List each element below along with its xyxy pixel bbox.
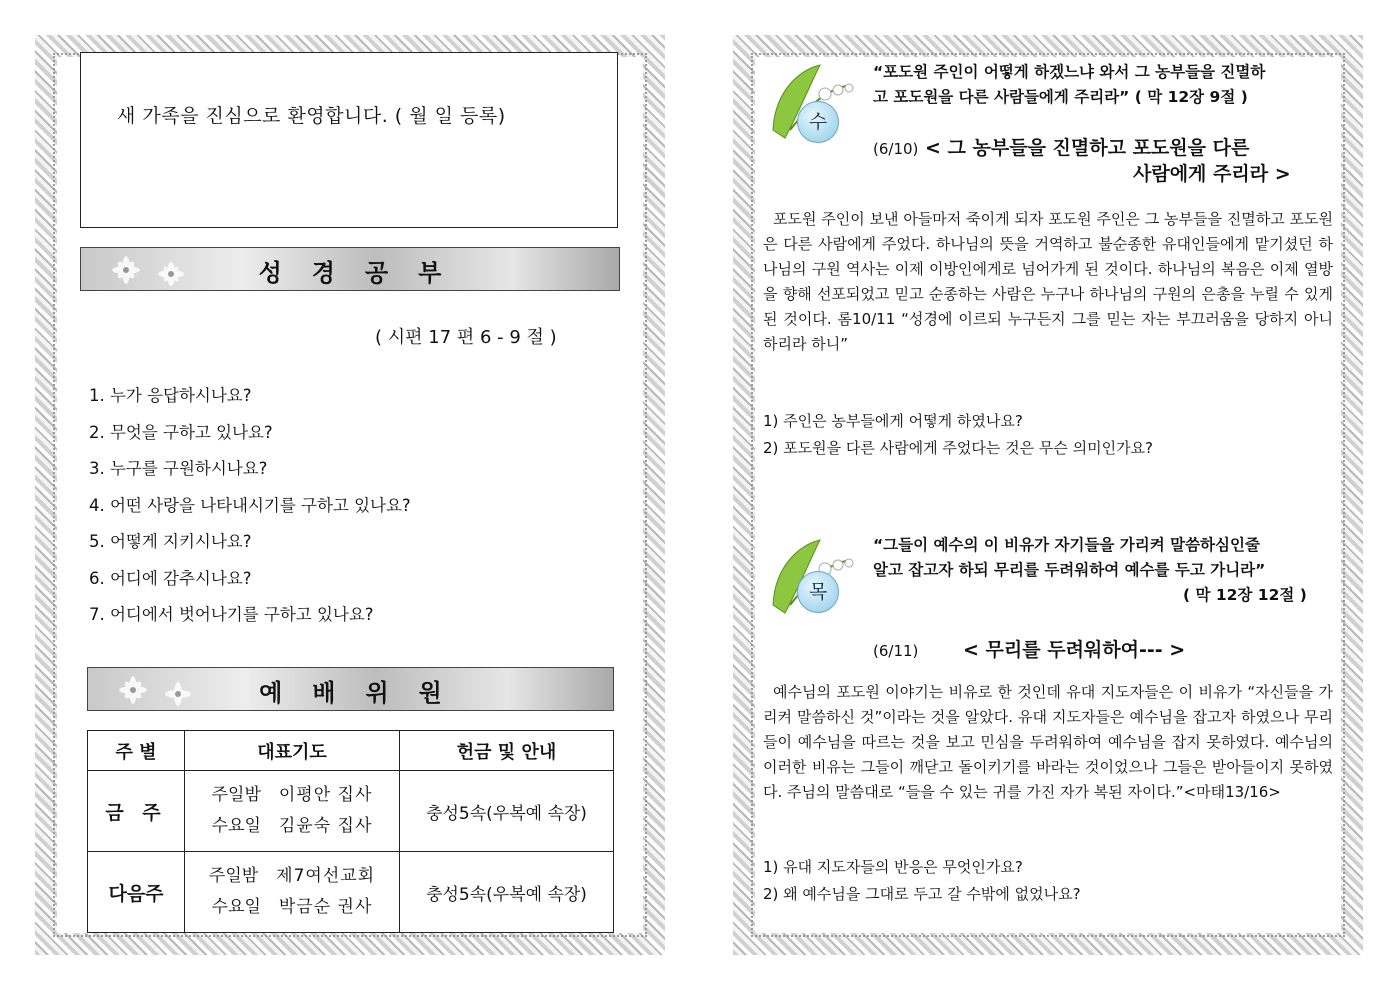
devotion-date: (6/10) xyxy=(873,140,919,158)
column-header: 주 별 xyxy=(88,731,185,771)
subtitle-line: < 무리를 두려워하여--- > xyxy=(963,639,1186,661)
service-name: 주일밤 xyxy=(211,785,261,805)
offering-cell: 충성5속(우복예 속장) xyxy=(400,852,614,933)
welcome-box xyxy=(80,52,618,228)
reflection-question: 1) 주인은 농부들에게 어떻게 하였나요? xyxy=(763,412,1023,430)
study-question: 2. 무엇을 구하고 있나요? xyxy=(89,422,273,442)
reflection-question: 2) 포도원을 다른 사람에게 주었다는 것은 무슨 의미인가요? xyxy=(763,439,1154,457)
reflection-questions xyxy=(763,408,1153,462)
reflection-question: 2) 왜 예수님을 그대로 두고 갈 수밖에 없었나요? xyxy=(763,885,1081,903)
scripture-quote xyxy=(873,533,1307,608)
bible-study-title: 성경공부 xyxy=(258,259,472,287)
left-page xyxy=(35,35,665,955)
week-cell: 금 주 xyxy=(88,771,185,852)
table-row xyxy=(88,771,614,852)
prayer-leader: 이평안 집사 xyxy=(278,785,373,805)
worship-title: 예배위원 xyxy=(259,679,472,707)
study-question: 4. 어떤 사랑을 나타내시기를 구하고 있나요? xyxy=(89,495,411,515)
devotion-body: 포도원 주인이 보낸 아들마저 죽이게 되자 포도원 주인은 그 농부들을 진멸하고 포도원은 다른 사람에게 주었다. 하나님의 뜻을 거역하고 불순종한 유대인들에게 맡기셨던 하나님의 구원 역사는 이제 이방인에게로 넘어가게 된 것이다. 하나님의 복음은 이제 열방을 향해 선포되었고 믿고 순종하는 사람은 누구나 하나님의 구원의 은총을 누릴 수 있게 된 것이다. 롬10/11 “성경에 이르되 누구든지 그를 믿는 자는 부끄러움을 당하지 아니하리라 하니” xyxy=(763,210,1333,353)
prayer-cell xyxy=(185,852,400,933)
quote-line: ( 막 12장 12절 ) xyxy=(1183,586,1307,604)
right-page xyxy=(733,35,1363,955)
study-questions xyxy=(89,385,411,641)
subtitle-line: 사람에게 주리라 > xyxy=(1133,163,1291,185)
quote-line: 알고 잡고자 하되 무리를 두려워하여 예수를 두고 가니라” xyxy=(873,561,1266,579)
day-badge-wednesday: 수 xyxy=(797,101,839,143)
study-question: 6. 어디에 감추시나요? xyxy=(89,568,252,588)
devotion-subtitle xyxy=(873,635,1185,662)
study-question: 1. 누가 응답하시나요? xyxy=(89,386,252,405)
reflection-questions xyxy=(763,854,1081,908)
prayer-leader: 김윤숙 집사 xyxy=(278,816,373,836)
week-cell: 다음주 xyxy=(88,852,185,933)
worship-table xyxy=(87,730,614,933)
devotion-subtitle xyxy=(873,133,1249,160)
column-header: 대표기도 xyxy=(185,731,400,771)
quote-line: 고 포도원을 다른 사람들에게 주리라” ( 막 12장 9절 ) xyxy=(873,88,1248,106)
prayer-cell xyxy=(185,771,400,852)
column-header: 헌금 및 안내 xyxy=(400,731,614,771)
scripture-quote xyxy=(873,60,1265,110)
devotion-body: 예수님의 포도원 이야기는 비유로 한 것인데 유대 지도자들은 이 비유가 “자신들을 가리켜 말씀하신 것”이라는 것을 알았다. 유대 지도자들은 예수님을 잡고자 하였으나 무리들이 예수님을 따르는 것을 보고 민심을 두려워하여 예수님을 잡지 못하였다. 예수님의 이러한 비유는 그들이 깨닫고 돌이키기를 바라는 것이었으나 그들은 받아들이지 못하였다. 주님의 말씀대로 “들을 수 있는 귀를 가진 자가 복된 자이다.”<마태13/16> xyxy=(763,683,1333,801)
study-question: 7. 어디에서 벗어나기를 구하고 있나요? xyxy=(89,605,374,624)
subtitle-line: < 그 농부들을 진멸하고 포도원을 다른 xyxy=(925,137,1250,159)
scripture-reference: ( 시편 17 편 6 - 9 절 ) xyxy=(375,327,557,348)
prayer-leader: 박금순 권사 xyxy=(278,897,373,917)
table-header-row xyxy=(88,731,614,771)
quote-line: “포도원 주인이 어떻게 하겠느냐 와서 그 농부들을 진멸하 xyxy=(873,63,1266,81)
prayer-leader: 제7여선교회 xyxy=(276,866,376,886)
reflection-question: 1) 유대 지도자들의 반응은 무엇인가요? xyxy=(763,858,1023,876)
bible-study-banner xyxy=(80,247,620,291)
study-question: 5. 어떻게 지키시나요? xyxy=(89,532,252,551)
offering-cell: 충성5속(우복예 속장) xyxy=(400,771,614,852)
devotion-date: (6/11) xyxy=(873,642,919,660)
welcome-text: 새 가족을 진심으로 환영합니다. ( 월 일 등록) xyxy=(117,105,506,127)
service-name: 수요일 xyxy=(211,816,261,836)
table-row xyxy=(88,852,614,933)
day-badge-thursday: 목 xyxy=(797,571,839,613)
service-name: 수요일 xyxy=(211,897,261,917)
worship-banner xyxy=(87,667,614,711)
quote-line: “그들이 예수의 이 비유가 자기들을 가리켜 말씀하심인줄 xyxy=(873,536,1260,554)
study-question: 3. 누구를 구원하시나요? xyxy=(89,459,268,478)
service-name: 주일밤 xyxy=(208,866,259,886)
